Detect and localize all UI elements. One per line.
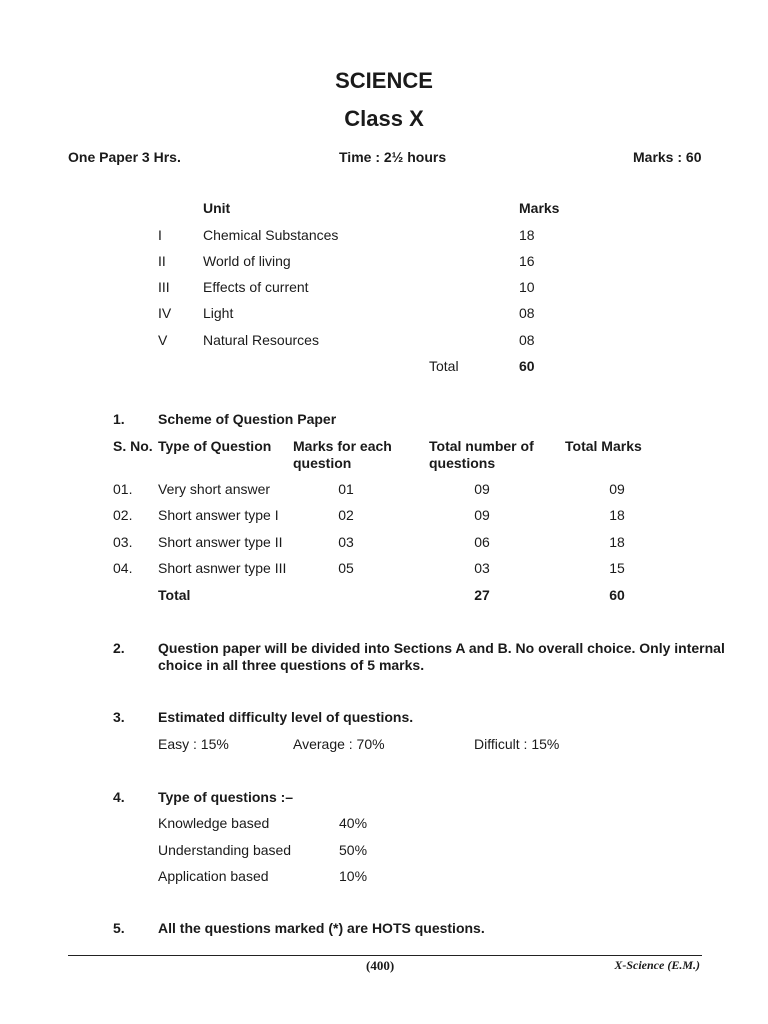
unit-number: V (158, 332, 168, 348)
row-marks-each: 02 (338, 507, 354, 523)
row-marks-each: 01 (338, 481, 354, 497)
marks-info: Marks : 60 (633, 149, 702, 165)
book-title: X-Science (E.M.) (614, 958, 700, 972)
row-sno: 03. (113, 534, 133, 550)
sno-header: S. No. (113, 438, 153, 454)
section-number: 4. (113, 789, 125, 805)
unit-marks: 18 (519, 227, 535, 243)
section-number: 5. (113, 920, 125, 936)
row-total: 18 (609, 507, 625, 523)
section2-line2: choice in all three questions of 5 marks. (158, 657, 425, 673)
row-total: 09 (609, 481, 625, 497)
section-number: 2. (113, 640, 125, 656)
unit-name: Effects of current (203, 279, 309, 295)
unit-marks: 08 (519, 305, 535, 321)
paper-info: One Paper 3 Hrs. (68, 149, 181, 165)
row-marks-each: 03 (338, 534, 354, 550)
question-type-label: Understanding based (158, 842, 292, 858)
units-total-value: 60 (519, 358, 535, 374)
unit-number: IV (158, 305, 172, 321)
unit-column-header: Unit (203, 200, 231, 216)
time-info: Time : 2½ hours (339, 149, 447, 165)
row-count: 03 (474, 560, 490, 576)
row-sno: 04. (113, 560, 133, 576)
footer-divider (68, 955, 702, 956)
question-type-percent: 50% (339, 842, 368, 858)
row-sno: 02. (113, 507, 133, 523)
difficulty-heading: Estimated difficulty level of questions. (158, 709, 414, 725)
question-type-percent: 10% (339, 868, 368, 884)
section-number: 1. (113, 411, 125, 427)
unit-name: World of living (203, 253, 291, 269)
unit-marks: 10 (519, 279, 535, 295)
section2-line1: Question paper will be divided into Sections A and B. No overall choice. Only internal (158, 640, 725, 656)
row-type: Very short answer (158, 481, 271, 497)
marks-each-header: Marks for each (293, 438, 392, 454)
scheme-heading: Scheme of Question Paper (158, 411, 337, 427)
marks-each-header: question (293, 455, 352, 471)
scheme-total-label: Total (158, 587, 191, 603)
unit-name: Natural Resources (203, 332, 319, 348)
unit-name: Light (203, 305, 234, 321)
difficulty-easy: Easy : 15% (158, 736, 229, 752)
question-types-heading: Type of questions :– (158, 789, 294, 805)
scheme-total-marks: 60 (609, 587, 625, 603)
question-type-label: Application based (158, 868, 269, 884)
type-header: Type of Question (158, 438, 272, 454)
row-type: Short answer type II (158, 534, 283, 550)
document-title: SCIENCE (335, 68, 433, 93)
row-total: 18 (609, 534, 625, 550)
total-number-header: Total number of (429, 438, 534, 454)
row-total: 15 (609, 560, 625, 576)
difficulty-average: Average : 70% (293, 736, 385, 752)
row-count: 06 (474, 534, 490, 550)
row-sno: 01. (113, 481, 133, 497)
unit-marks: 08 (519, 332, 535, 348)
hots-note: All the questions marked (*) are HOTS questions. (158, 920, 485, 936)
marks-column-header: Marks (519, 200, 560, 216)
unit-name: Chemical Substances (203, 227, 339, 243)
total-number-header: questions (429, 455, 496, 471)
row-type: Short asnwer type III (158, 560, 287, 576)
page-number: (400) (366, 958, 395, 973)
row-count: 09 (474, 507, 490, 523)
row-count: 09 (474, 481, 490, 497)
total-marks-header: Total Marks (565, 438, 642, 454)
class-heading: Class X (344, 106, 424, 131)
unit-number: III (158, 279, 170, 295)
row-type: Short answer type I (158, 507, 279, 523)
units-total-label: Total (429, 358, 459, 374)
question-type-percent: 40% (339, 815, 368, 831)
question-type-label: Knowledge based (158, 815, 270, 831)
row-marks-each: 05 (338, 560, 354, 576)
unit-number: II (158, 253, 166, 269)
scheme-total-count: 27 (474, 587, 490, 603)
section-number: 3. (113, 709, 125, 725)
unit-marks: 16 (519, 253, 535, 269)
unit-number: I (158, 227, 162, 243)
difficulty-difficult: Difficult : 15% (474, 736, 560, 752)
